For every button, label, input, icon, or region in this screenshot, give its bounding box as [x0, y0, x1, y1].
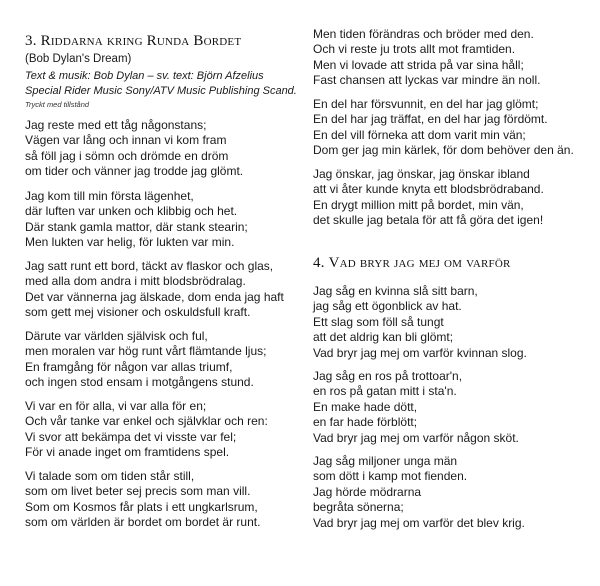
lyric-line: Och vår tanke var enkel och självklar och ren:: [25, 414, 268, 429]
lyric-line: Jag satt runt ett bord, täckt av flaskor och glas,: [25, 259, 274, 273]
song-number: 4.: [313, 255, 325, 271]
lyric-line: Vi svor att bekämpa det vi visste var fel;: [25, 429, 237, 444]
lyric-line: jag såg ett ögonblick av hat.: [313, 299, 462, 314]
stanza: [313, 284, 527, 361]
lyric-line: Vi talade som om tiden står still,: [25, 469, 195, 483]
stanza: [313, 454, 525, 531]
lyric-line: En del har jag träffat, en del har jag fördömt.: [313, 112, 548, 127]
lyric-line: Jag såg en ros på trottoar'n,: [313, 369, 463, 383]
stanza: [25, 118, 243, 180]
lyric-line: Jag såg miljoner unga män: [313, 454, 458, 468]
lyric-line: Vi var en för alla, vi var alla för en;: [25, 399, 207, 413]
lyric-line: som gett mej visioner och oskuldsfull kraft.: [25, 305, 251, 320]
lyric-line: Jag såg en kvinna slå sitt barn,: [313, 284, 478, 298]
lyric-line: med alla dom andra i mitt blodsbrödralag.: [25, 274, 246, 289]
lyric-line: Vad bryr jag mej om varför kvinnan slog.: [313, 345, 527, 360]
lyric-line: en far hade förblött;: [313, 415, 418, 430]
stanza: [313, 97, 574, 159]
lyric-line: En del vill förneka att dom varit min vän;: [313, 127, 526, 142]
printed-with-permission-note: Tryckt med tillstånd: [25, 100, 90, 109]
song-title-text: Riddarna kring Runda Bordet: [40, 33, 242, 49]
stanza: [313, 27, 540, 89]
song-credit-writers: Text & musik: Bob Dylan – sv. text: Björn Afzelius: [25, 70, 264, 82]
lyric-line: En framgång för någon var allas triumf,: [25, 359, 233, 374]
lyric-line: en ros på gatan mitt i sta'n.: [313, 384, 457, 399]
lyric-line: Jag hörde mödrarna: [313, 484, 422, 499]
lyric-line: För vi anade inget om framtidens spel.: [25, 445, 230, 460]
lyric-line: Men tiden förändras och bröder med den.: [313, 27, 534, 41]
lyric-line: Men lukten var helig, för lukten var min.: [25, 235, 235, 250]
lyric-line: En del har försvunnit, en del har jag glömt;: [313, 97, 539, 111]
lyric-line: Jag kom till min första lägenhet,: [25, 189, 194, 203]
lyric-line: att vi åter kunde knyta ett blodsbrödraband.: [313, 182, 544, 197]
lyric-line: Jag önskar, jag önskar, jag önskar ibland: [313, 167, 530, 181]
lyric-line: Fast chansen att lyckas var mindre än noll.: [313, 73, 541, 88]
stanza: [25, 189, 248, 251]
lyric-line: begråta sönerna;: [313, 500, 404, 515]
lyric-line: En make hade dött,: [313, 399, 418, 414]
lyric-line: Som om Kosmos får plats i ett ungkarlsrum,: [25, 499, 258, 514]
lyric-line: Därute var världen självisk och ful,: [25, 329, 208, 343]
lyric-line: Jag reste med ett tåg någonstans;: [25, 118, 207, 132]
lyric-line: och ingen stod ensam i motgångens stund.: [25, 375, 254, 390]
stanza: [25, 399, 268, 461]
lyric-line: det skulle jag betala för att få göra det igen!: [313, 213, 544, 228]
lyric-line: Ett slag som föll så tungt: [313, 314, 444, 329]
lyric-line: Och vi reste ju trots allt mot framtiden.: [313, 42, 516, 57]
lyric-line: En drygt million mitt på bordet, min vän,: [313, 197, 524, 212]
lyric-line: Vad bryr jag mej om varför det blev krig.: [313, 515, 525, 530]
lyric-line: Vad bryr jag mej om varför någon sköt.: [313, 430, 519, 445]
stanza: [313, 369, 519, 446]
lyric-line: men moralen var hög runt vårt flämtande ljus;: [25, 344, 267, 359]
lyric-line: att det aldrig kan bli glömt;: [313, 330, 454, 345]
lyric-line: Vägen var lång och innan vi kom fram: [25, 133, 227, 148]
stanza: [25, 469, 260, 531]
song-subtitle: (Bob Dylan's Dream): [25, 53, 132, 65]
lyric-line: som dött i kamp mot fienden.: [313, 469, 468, 484]
lyric-line: som om livet beter sej precis som man vill.: [25, 484, 251, 499]
song-title-vad-bryr: [313, 255, 511, 272]
lyric-line: Men vi lovade att strida på var sina håll;: [313, 57, 524, 72]
lyric-line: som om världen är bordet om bordet är runt.: [25, 515, 261, 530]
lyric-line: där luften var unken och klibbig och het.: [25, 204, 238, 219]
lyric-line: om tider och vänner jag trodde jag glömt.: [25, 164, 244, 179]
song-number: 3.: [25, 33, 37, 49]
song-credit-publishers: Special Rider Music Sony/ATV Music Publishing Scand.: [25, 85, 297, 97]
stanza: [25, 329, 266, 391]
stanza: [25, 259, 284, 321]
lyric-line: så föll jag i sömn och drömde en dröm: [25, 148, 229, 163]
song-title-riddarna: [25, 33, 241, 50]
lyric-line: Där stank gamla mattor, där stank stearin;: [25, 219, 248, 234]
song-title-text: Vad bryr jag mej om varför: [328, 255, 511, 271]
lyric-line: Dom ger jag min kärlek, för dom behöver den än.: [313, 143, 574, 158]
lyric-line: Det var vännerna jag älskade, dom enda jag haft: [25, 289, 284, 304]
stanza: [313, 167, 544, 229]
